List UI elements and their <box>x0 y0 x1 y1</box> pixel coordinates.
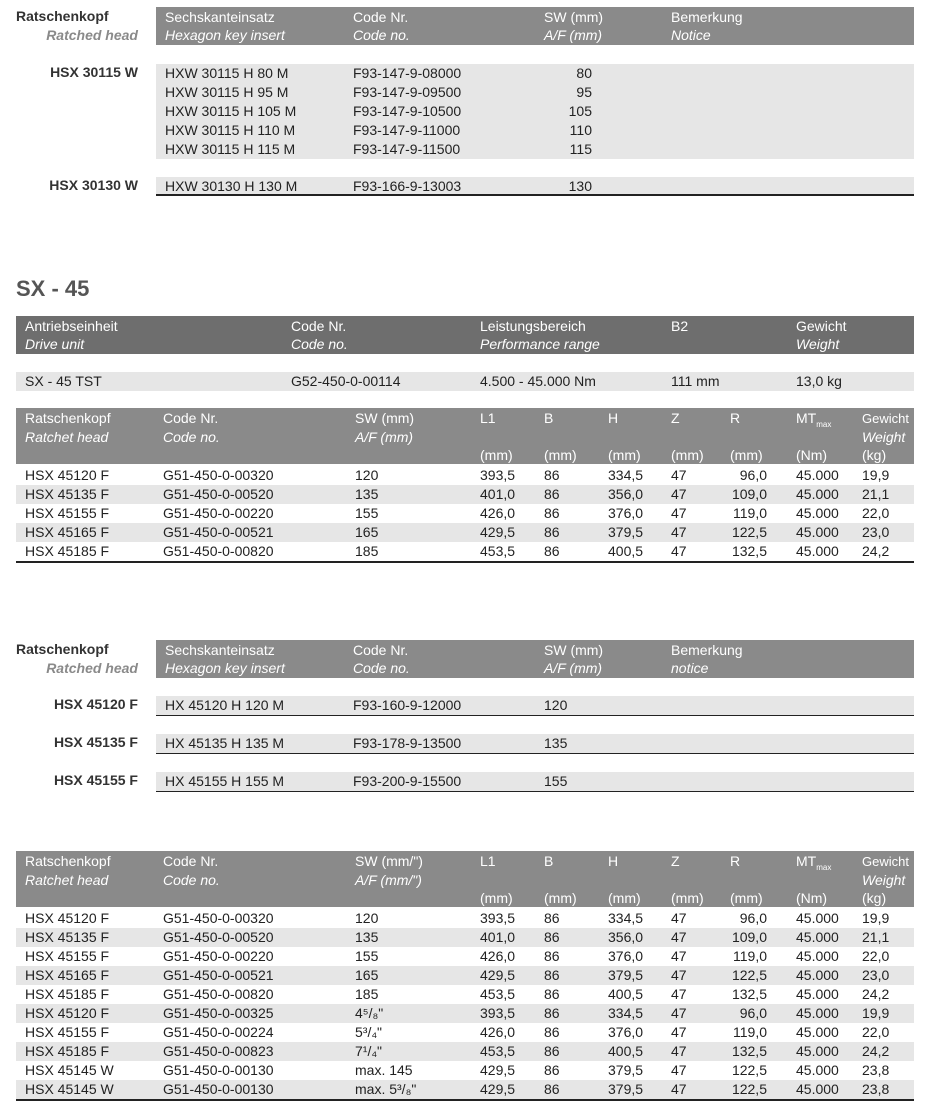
ratchet-l1: 429,5 <box>480 1081 516 1097</box>
drive-h5-en: Weight <box>796 336 840 352</box>
hdr-unit: (mm) <box>480 447 513 463</box>
hdr-b: B <box>544 853 554 869</box>
ratchet-sw: 185 <box>355 986 379 1002</box>
ratchet-weight: 24,2 <box>862 1043 890 1059</box>
insert-row <box>156 64 914 83</box>
ratchet-sw: 120 <box>355 910 379 926</box>
ratchet-z: 47 <box>671 910 687 926</box>
ratchet-h: 379,5 <box>608 1081 644 1097</box>
ratchet-mt: 45.000 <box>796 1081 839 1097</box>
insert-row <box>156 121 914 140</box>
ratchet-row <box>16 947 914 966</box>
ratchet-weight: 24,2 <box>862 543 890 559</box>
group-head-hsx30115w: HSX 30115 W <box>50 64 138 80</box>
header-notice-de: Bemerkung <box>671 9 743 25</box>
insert-sw: 80 <box>576 65 592 81</box>
insert-name: HX 45120 H 120 M <box>165 697 285 713</box>
drive-h3-de: Leistungsbereich <box>480 318 586 334</box>
s3-header-notice-de: Bemerkung <box>671 642 743 658</box>
ratchet-h: 356,0 <box>608 929 644 945</box>
drive-h2-de: Code Nr. <box>291 318 347 334</box>
ratchet-head-header <box>16 851 914 907</box>
ratchet-sw: 165 <box>355 967 379 983</box>
insert-row <box>156 696 914 715</box>
ratchet-sw: 135 <box>355 929 379 945</box>
hdr-mt <box>796 409 831 434</box>
section1-header <box>156 7 914 45</box>
ratchet-code: G51-450-0-00320 <box>163 910 274 926</box>
hdr-unit-kg: (kg) <box>862 447 887 463</box>
ratchet-code: G51-450-0-00521 <box>163 524 274 540</box>
hdr-unit: (mm) <box>608 890 641 906</box>
ratchet-sw: 4⁵/₈" <box>355 1005 384 1021</box>
ratchet-h: 376,0 <box>608 948 644 964</box>
insert-row <box>156 734 914 753</box>
hdr-z: Z <box>671 853 680 869</box>
ratchet-code: G51-450-0-00520 <box>163 486 274 502</box>
insert-code: F93-147-9-09500 <box>353 84 462 100</box>
ratchet-b: 86 <box>544 967 560 983</box>
ratchet-mt: 45.000 <box>796 505 839 521</box>
page-title: SX - 45 <box>16 276 90 301</box>
ratchet-head-header <box>16 408 914 464</box>
ratchet-z: 47 <box>671 929 687 945</box>
insert-row <box>156 102 914 121</box>
ratchet-row <box>16 1042 914 1061</box>
ratchet-mt: 45.000 <box>796 1024 839 1040</box>
ratchet-r: 96,0 <box>739 467 767 483</box>
ratchet-b: 86 <box>544 1062 560 1078</box>
ratchet-h: 334,5 <box>608 910 644 926</box>
hdr-z: Z <box>671 410 680 426</box>
ratchet-l1: 429,5 <box>480 524 516 540</box>
insert-name: HXW 30115 H 110 M <box>165 122 296 138</box>
header-notice-en: Notice <box>671 27 711 43</box>
ratchet-b: 86 <box>544 948 560 964</box>
insert-row <box>156 772 914 791</box>
group-head: HSX 45120 F <box>53 696 138 712</box>
drive-unit: SX - 45 TST <box>25 373 102 389</box>
ratchet-mt: 45.000 <box>796 467 839 483</box>
ratchet-b: 86 <box>544 1024 560 1040</box>
header-insert-de: Sechskanteinsatz <box>165 9 275 25</box>
ratchet-weight: 19,9 <box>862 467 890 483</box>
ratchet-mt: 45.000 <box>796 967 839 983</box>
ratchet-z: 47 <box>671 1043 687 1059</box>
ratchet-z: 47 <box>671 543 687 559</box>
row-rule <box>156 715 914 716</box>
ratchet-b: 86 <box>544 1005 560 1021</box>
insert-code: F93-147-9-10500 <box>353 103 462 119</box>
table-bottom-rule <box>16 561 914 563</box>
hdr-code-en: Code no. <box>163 872 220 888</box>
section3-label-en: Ratched head <box>46 660 138 676</box>
s3-header-sw-en: A/F (mm) <box>544 660 603 676</box>
hdr-mt-sub: max <box>816 862 832 872</box>
ratchet-weight: 23,0 <box>862 524 890 540</box>
ratchet-row <box>16 985 914 1004</box>
ratchet-b: 86 <box>544 910 560 926</box>
drive-h1-en: Drive unit <box>25 336 85 352</box>
hdr-sw-en: A/F (mm/") <box>355 872 422 888</box>
ratchet-mt: 45.000 <box>796 929 839 945</box>
ratchet-b: 86 <box>544 1081 560 1097</box>
ratchet-h: 400,5 <box>608 543 644 559</box>
section3-header <box>156 640 914 678</box>
ratchet-row <box>16 966 914 985</box>
ratchet-h: 400,5 <box>608 1043 644 1059</box>
insert-sw: 110 <box>569 122 592 138</box>
ratchet-z: 47 <box>671 948 687 964</box>
ratchet-name: HSX 45185 F <box>25 986 110 1002</box>
ratchet-row <box>16 1061 914 1080</box>
ratchet-weight: 24,2 <box>862 986 890 1002</box>
section1-label-de: Ratschenkopf <box>16 8 109 24</box>
insert-row <box>156 140 914 159</box>
ratchet-r: 122,5 <box>731 967 767 983</box>
ratchet-h: 400,5 <box>608 986 644 1002</box>
hdr-weight-de: Gewicht <box>862 854 909 869</box>
ratchet-l1: 426,0 <box>480 505 516 521</box>
hdr-l1: L1 <box>480 410 496 426</box>
header-sw-en: A/F (mm) <box>544 27 603 43</box>
hdr-ratchet-en: Ratchet head <box>25 429 109 445</box>
hdr-code-en: Code no. <box>163 429 220 445</box>
hdr-b: B <box>544 410 554 426</box>
ratchet-row <box>16 542 914 561</box>
ratchet-row <box>16 1080 914 1099</box>
ratchet-weight: 23,8 <box>862 1062 890 1078</box>
ratchet-l1: 393,5 <box>480 467 516 483</box>
insert-row <box>156 83 914 102</box>
hdr-mt-sub: max <box>816 419 832 429</box>
insert-name: HXW 30115 H 95 M <box>165 84 289 100</box>
ratchet-mt: 45.000 <box>796 524 839 540</box>
ratchet-h: 334,5 <box>608 467 644 483</box>
ratchet-code: G51-450-0-00820 <box>163 986 274 1002</box>
insert-sw: 115 <box>569 141 592 157</box>
ratchet-b: 86 <box>544 505 560 521</box>
hdr-r: R <box>730 853 741 869</box>
ratchet-sw: 7¹/₄" <box>355 1043 383 1059</box>
insert-code: F93-200-9-15500 <box>353 773 462 789</box>
ratchet-h: 376,0 <box>608 1024 644 1040</box>
ratchet-l1: 393,5 <box>480 1005 516 1021</box>
ratchet-r: 119,0 <box>733 1024 767 1040</box>
drive-weight: 13,0 kg <box>796 373 842 389</box>
ratchet-name: HSX 45145 W <box>25 1062 114 1078</box>
group-head: HSX 45135 F <box>53 734 138 750</box>
hdr-ratchet-de: Ratschenkopf <box>25 853 111 869</box>
insert-sw: 155 <box>544 773 568 789</box>
ratchet-name: HSX 45155 F <box>25 1024 110 1040</box>
ratchet-sw: 120 <box>355 467 379 483</box>
ratchet-r: 132,5 <box>731 1043 767 1059</box>
ratchet-name: HSX 45185 F <box>25 543 110 559</box>
ratchet-r: 122,5 <box>731 524 767 540</box>
group-head: HSX 45155 F <box>53 772 138 788</box>
ratchet-row <box>16 523 914 542</box>
ratchet-weight: 21,1 <box>862 929 890 945</box>
drive-h2-en: Code no. <box>291 336 348 352</box>
ratchet-weight: 19,9 <box>862 1005 890 1021</box>
insert-name: HXW 30130 H 130 M <box>165 178 298 194</box>
ratchet-code: G51-450-0-00130 <box>163 1081 274 1097</box>
s3-header-code-de: Code Nr. <box>353 642 409 658</box>
ratchet-code: G51-450-0-00521 <box>163 967 274 983</box>
s3-header-insert-en: Hexagon key insert <box>165 660 285 676</box>
hdr-h: H <box>608 853 619 869</box>
ratchet-b: 86 <box>544 467 560 483</box>
hdr-code-de: Code Nr. <box>163 410 219 426</box>
hdr-unit: (Nm) <box>796 447 828 463</box>
ratchet-mt: 45.000 <box>796 1043 839 1059</box>
ratchet-row <box>16 1023 914 1042</box>
hdr-mt <box>796 852 831 877</box>
ratchet-code: G51-450-0-00823 <box>163 1043 274 1059</box>
group-head-hsx30130w: HSX 30130 W <box>49 177 138 193</box>
ratchet-r: 96,0 <box>739 1005 767 1021</box>
ratchet-l1: 393,5 <box>480 910 516 926</box>
ratchet-z: 47 <box>671 967 687 983</box>
ratchet-l1: 429,5 <box>480 967 516 983</box>
ratchet-mt: 45.000 <box>796 1005 839 1021</box>
ratchet-l1: 453,5 <box>480 1043 516 1059</box>
hdr-ratchet-en: Ratchet head <box>25 872 109 888</box>
ratchet-mt: 45.000 <box>796 910 839 926</box>
ratchet-row <box>16 1004 914 1023</box>
hdr-unit: (Nm) <box>796 890 828 906</box>
hdr-mt-text: MT <box>796 410 817 426</box>
hdr-h: H <box>608 410 619 426</box>
ratchet-name: HSX 45120 F <box>25 910 110 926</box>
ratchet-r: 96,0 <box>739 910 767 926</box>
ratchet-sw: 155 <box>355 948 379 964</box>
s3-header-sw-de: SW (mm) <box>544 642 604 658</box>
ratchet-name: HSX 45155 F <box>25 505 110 521</box>
ratchet-l1: 426,0 <box>480 1024 516 1040</box>
ratchet-weight: 21,1 <box>862 486 890 502</box>
ratchet-name: HSX 45135 F <box>25 929 110 945</box>
ratchet-sw: 185 <box>355 543 379 559</box>
ratchet-name: HSX 45135 F <box>25 486 110 502</box>
ratchet-l1: 453,5 <box>480 986 516 1002</box>
insert-code: F93-178-9-13500 <box>353 735 462 751</box>
ratchet-z: 47 <box>671 524 687 540</box>
ratchet-r: 132,5 <box>731 986 767 1002</box>
s3-header-code-en: Code no. <box>353 660 410 676</box>
header-code-en: Code no. <box>353 27 410 43</box>
drive-h4-de: B2 <box>671 318 689 334</box>
ratchet-b: 86 <box>544 1043 560 1059</box>
row-rule <box>156 753 914 754</box>
ratchet-h: 379,5 <box>608 1062 644 1078</box>
ratchet-z: 47 <box>671 1024 687 1040</box>
ratchet-code: G51-450-0-00320 <box>163 467 274 483</box>
insert-name: HX 45135 H 135 M <box>165 735 285 751</box>
hdr-unit: (mm) <box>730 890 763 906</box>
ratchet-z: 47 <box>671 1062 687 1078</box>
section3-label-de: Ratschenkopf <box>16 641 109 657</box>
ratchet-name: HSX 45145 W <box>25 1081 114 1097</box>
ratchet-row <box>16 485 914 504</box>
ratchet-b: 86 <box>544 986 560 1002</box>
hdr-weight-de: Gewicht <box>862 411 909 426</box>
ratchet-weight: 23,0 <box>862 967 890 983</box>
ratchet-r: 119,0 <box>733 505 767 521</box>
insert-code: F93-147-9-11000 <box>353 122 461 138</box>
ratchet-r: 132,5 <box>731 543 767 559</box>
insert-name: HXW 30115 H 115 M <box>165 141 296 157</box>
ratchet-z: 47 <box>671 505 687 521</box>
drive-header <box>16 316 914 354</box>
ratchet-r: 109,0 <box>731 486 767 502</box>
insert-name: HX 45155 H 155 M <box>165 773 285 789</box>
insert-code: F93-166-9-13003 <box>353 178 462 194</box>
s3-header-insert-de: Sechskanteinsatz <box>165 642 275 658</box>
ratchet-row <box>16 909 914 928</box>
insert-code: F93-160-9-12000 <box>353 697 462 713</box>
ratchet-z: 47 <box>671 1081 687 1097</box>
ratchet-z: 47 <box>671 1005 687 1021</box>
header-sw-de: SW (mm) <box>544 9 604 25</box>
ratchet-mt: 45.000 <box>796 543 839 559</box>
hdr-unit: (mm) <box>480 890 513 906</box>
ratchet-weight: 19,9 <box>862 910 890 926</box>
insert-sw: 135 <box>544 735 568 751</box>
insert-name: HXW 30115 H 80 M <box>165 65 289 81</box>
ratchet-sw: max. 5³/₈" <box>355 1081 417 1097</box>
hdr-weight-en: Weight <box>862 429 906 445</box>
hdr-unit: (mm) <box>671 890 704 906</box>
drive-h3-en: Performance range <box>480 336 600 352</box>
ratchet-h: 334,5 <box>608 1005 644 1021</box>
hdr-r: R <box>730 410 741 426</box>
ratchet-weight: 22,0 <box>862 1024 890 1040</box>
ratchet-code: G51-450-0-00325 <box>163 1005 274 1021</box>
ratchet-l1: 453,5 <box>480 543 516 559</box>
ratchet-code: G51-450-0-00820 <box>163 543 274 559</box>
hdr-unit: (mm) <box>730 447 763 463</box>
ratchet-h: 356,0 <box>608 486 644 502</box>
ratchet-code: G51-450-0-00520 <box>163 929 274 945</box>
hdr-unit: (mm) <box>544 890 577 906</box>
hdr-weight-en: Weight <box>862 872 906 888</box>
row-rule <box>156 791 914 792</box>
ratchet-r: 119,0 <box>733 948 767 964</box>
ratchet-r: 122,5 <box>731 1062 767 1078</box>
table-bottom-rule <box>16 1099 914 1101</box>
ratchet-b: 86 <box>544 486 560 502</box>
ratchet-h: 379,5 <box>608 967 644 983</box>
insert-name: HXW 30115 H 105 M <box>165 103 297 119</box>
ratchet-l1: 401,0 <box>480 486 516 502</box>
ratchet-b: 86 <box>544 929 560 945</box>
insert-code: F93-147-9-11500 <box>353 141 461 157</box>
ratchet-weight: 22,0 <box>862 948 890 964</box>
ratchet-row <box>16 928 914 947</box>
ratchet-b: 86 <box>544 543 560 559</box>
hdr-l1: L1 <box>480 853 496 869</box>
ratchet-sw: max. 145 <box>355 1062 413 1078</box>
ratchet-sw: 5³/₄" <box>355 1024 383 1040</box>
ratchet-row <box>16 504 914 523</box>
s3-header-notice-en: notice <box>671 660 709 676</box>
ratchet-r: 122,5 <box>731 1081 767 1097</box>
ratchet-code: G51-450-0-00220 <box>163 505 274 521</box>
hdr-unit-kg: (kg) <box>862 890 887 906</box>
insert-sw: 120 <box>544 697 568 713</box>
ratchet-weight: 22,0 <box>862 505 890 521</box>
ratchet-r: 109,0 <box>731 929 767 945</box>
ratchet-weight: 23,8 <box>862 1081 890 1097</box>
ratchet-l1: 429,5 <box>480 1062 516 1078</box>
drive-h5-de: Gewicht <box>796 318 847 334</box>
ratchet-b: 86 <box>544 524 560 540</box>
ratchet-sw: 135 <box>355 486 379 502</box>
hdr-sw-en: A/F (mm) <box>355 429 414 445</box>
insert-sw: 105 <box>568 103 592 119</box>
drive-code: G52-450-0-00114 <box>291 373 401 389</box>
ratchet-l1: 401,0 <box>480 929 516 945</box>
ratchet-z: 47 <box>671 486 687 502</box>
ratchet-name: HSX 45185 F <box>25 1043 110 1059</box>
hdr-ratchet-de: Ratschenkopf <box>25 410 111 426</box>
drive-range: 4.500 - 45.000 Nm <box>480 373 596 389</box>
drive-h1-de: Antriebseinheit <box>25 318 118 334</box>
hdr-unit: (mm) <box>608 447 641 463</box>
insert-code: F93-147-9-08000 <box>353 65 462 81</box>
hdr-code-de: Code Nr. <box>163 853 219 869</box>
ratchet-code: G51-450-0-00220 <box>163 948 274 964</box>
hdr-mt-text: MT <box>796 853 817 869</box>
ratchet-name: HSX 45120 F <box>25 1005 110 1021</box>
ratchet-name: HSX 45155 F <box>25 948 110 964</box>
ratchet-mt: 45.000 <box>796 986 839 1002</box>
ratchet-row <box>16 466 914 485</box>
ratchet-l1: 426,0 <box>480 948 516 964</box>
insert-sw: 130 <box>568 178 592 194</box>
hdr-sw-de: SW (mm) <box>355 410 415 426</box>
ratchet-z: 47 <box>671 467 687 483</box>
section1-label-en: Ratched head <box>46 27 138 43</box>
ratchet-mt: 45.000 <box>796 948 839 964</box>
ratchet-z: 47 <box>671 986 687 1002</box>
header-insert-en: Hexagon key insert <box>165 27 285 43</box>
ratchet-h: 379,5 <box>608 524 644 540</box>
ratchet-mt: 45.000 <box>796 1062 839 1078</box>
ratchet-name: HSX 45120 F <box>25 467 110 483</box>
ratchet-h: 376,0 <box>608 505 644 521</box>
ratchet-mt: 45.000 <box>796 486 839 502</box>
ratchet-name: HSX 45165 F <box>25 967 110 983</box>
hdr-unit: (mm) <box>544 447 577 463</box>
ratchet-code: G51-450-0-00224 <box>163 1024 274 1040</box>
section1-bottom-rule <box>156 194 914 196</box>
insert-sw: 95 <box>576 84 592 100</box>
drive-row <box>16 372 914 391</box>
ratchet-sw: 165 <box>355 524 379 540</box>
hdr-unit: (mm) <box>671 447 704 463</box>
ratchet-sw: 155 <box>355 505 379 521</box>
drive-b2: 111 mm <box>671 373 720 389</box>
ratchet-code: G51-450-0-00130 <box>163 1062 274 1078</box>
header-code-de: Code Nr. <box>353 9 409 25</box>
ratchet-name: HSX 45165 F <box>25 524 110 540</box>
hdr-sw-de: SW (mm/") <box>355 853 423 869</box>
